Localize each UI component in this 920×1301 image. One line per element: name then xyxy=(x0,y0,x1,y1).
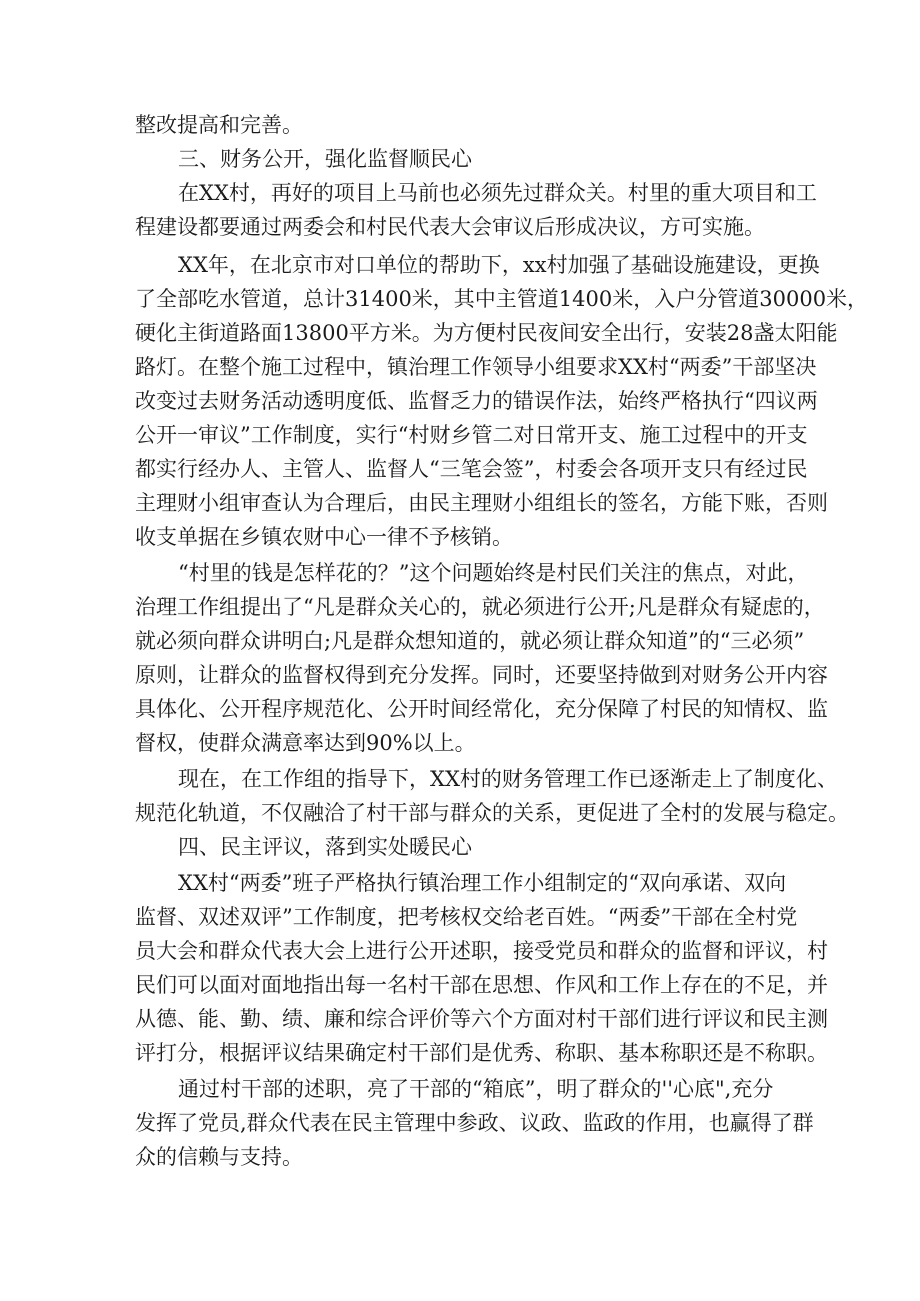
text-line: 在XX村，再好的项目上马前也必须先过群众关。村里的重大项目和工 xyxy=(178,181,817,205)
text-line: 监督、双述双评”工作制度，把考核权交给老百姓。“两委”干部在全村党 xyxy=(135,905,798,929)
text-line: 通过村干部的述职，亮了干部的“箱底”，明了群众的''心底",充分 xyxy=(178,1077,774,1101)
text-line: 发挥了党员,群众代表在民主管理中参政、议政、监政的作用，也赢得了群 xyxy=(135,1111,814,1135)
text-line: XX年，在北京市对口单位的帮助下，xx村加强了基础设施建设，更换 xyxy=(178,253,820,277)
text-line: 硬化主街道路面13800平方米。为方便村民夜间安全出行，安装28盏太阳能 xyxy=(135,321,838,345)
text-line: 具体化、公开程序规范化、公开时间经常化，充分保障了村民的知情权、监 xyxy=(135,697,828,721)
section-heading: 三、财务公开，强化监督顺民心 xyxy=(178,147,472,171)
text-line: 现在，在工作组的指导下，XX村的财务管理工作已逐渐走上了制度化、 xyxy=(178,767,838,791)
text-line: 督权，使群众满意率达到90%以上。 xyxy=(135,731,476,755)
text-line: “村里的钱是怎样花的？”这个问题始终是村民们关注的焦点，对此， xyxy=(178,561,809,585)
text-line: 民们可以面对面地指出每一名村干部在思想、作风和工作上存在的不足，并 xyxy=(135,973,828,997)
text-line: 收支单据在乡镇农财中心一律不予核销。 xyxy=(135,525,513,549)
text-line: 主理财小组审查认为合理后，由民主理财小组组长的签名，方能下账，否则 xyxy=(135,491,828,515)
text-line: 治理工作组提出了“凡是群众关心的，就必须进行公开;凡是群众有疑虑的， xyxy=(135,595,825,619)
text-line: 了全部吃水管道，总计31400米，其中主管道1400米，入户分管道30000米， xyxy=(135,287,869,311)
text-line: 员大会和群众代表大会上进行公开述职，接受党员和群众的监督和评议，村 xyxy=(135,939,828,963)
text-line: 路灯。在整个施工过程中，镇治理工作领导小组要求XX村“两委”干部坚决 xyxy=(135,355,817,379)
text-line: XX村“两委”班子严格执行镇治理工作小组制定的“双向承诺、双向 xyxy=(178,871,787,895)
text-line: 整改提高和完善。 xyxy=(135,113,303,137)
text-line: 众的信赖与支持。 xyxy=(135,1145,303,1169)
text-line: 公开一审议”工作制度，实行“村财乡管二对日常开支、施工过程中的开支 xyxy=(135,423,808,447)
text-line: 规范化轨道，不仅融洽了村干部与群众的关系，更促进了全村的发展与稳定。 xyxy=(135,801,849,825)
text-line: 从德、能、勤、绩、廉和综合评价等六个方面对村干部们进行评议和民主测 xyxy=(135,1007,828,1031)
text-line: 评打分，根据评议结果确定村干部们是优秀、称职、基本称职还是不称职。 xyxy=(135,1041,828,1065)
text-line: 改变过去财务活动透明度低、监督乏力的错误作法，始终严格执行“四议两 xyxy=(135,389,818,413)
text-line: 就必须向群众讲明白;凡是群众想知道的，就必须让群众知道”的“三必须” xyxy=(135,629,805,653)
text-line: 都实行经办人、主管人、监督人“三笔会签”，村委会各项开支只有经过民 xyxy=(135,457,808,481)
text-line: 原则，让群众的监督权得到充分发挥。同时，还要坚持做到对财务公开内容 xyxy=(135,663,828,687)
text-line: 程建设都要通过两委会和村民代表大会审议后形成决议，方可实施。 xyxy=(135,215,765,239)
section-heading: 四、民主评议，落到实处暖民心 xyxy=(178,835,472,859)
